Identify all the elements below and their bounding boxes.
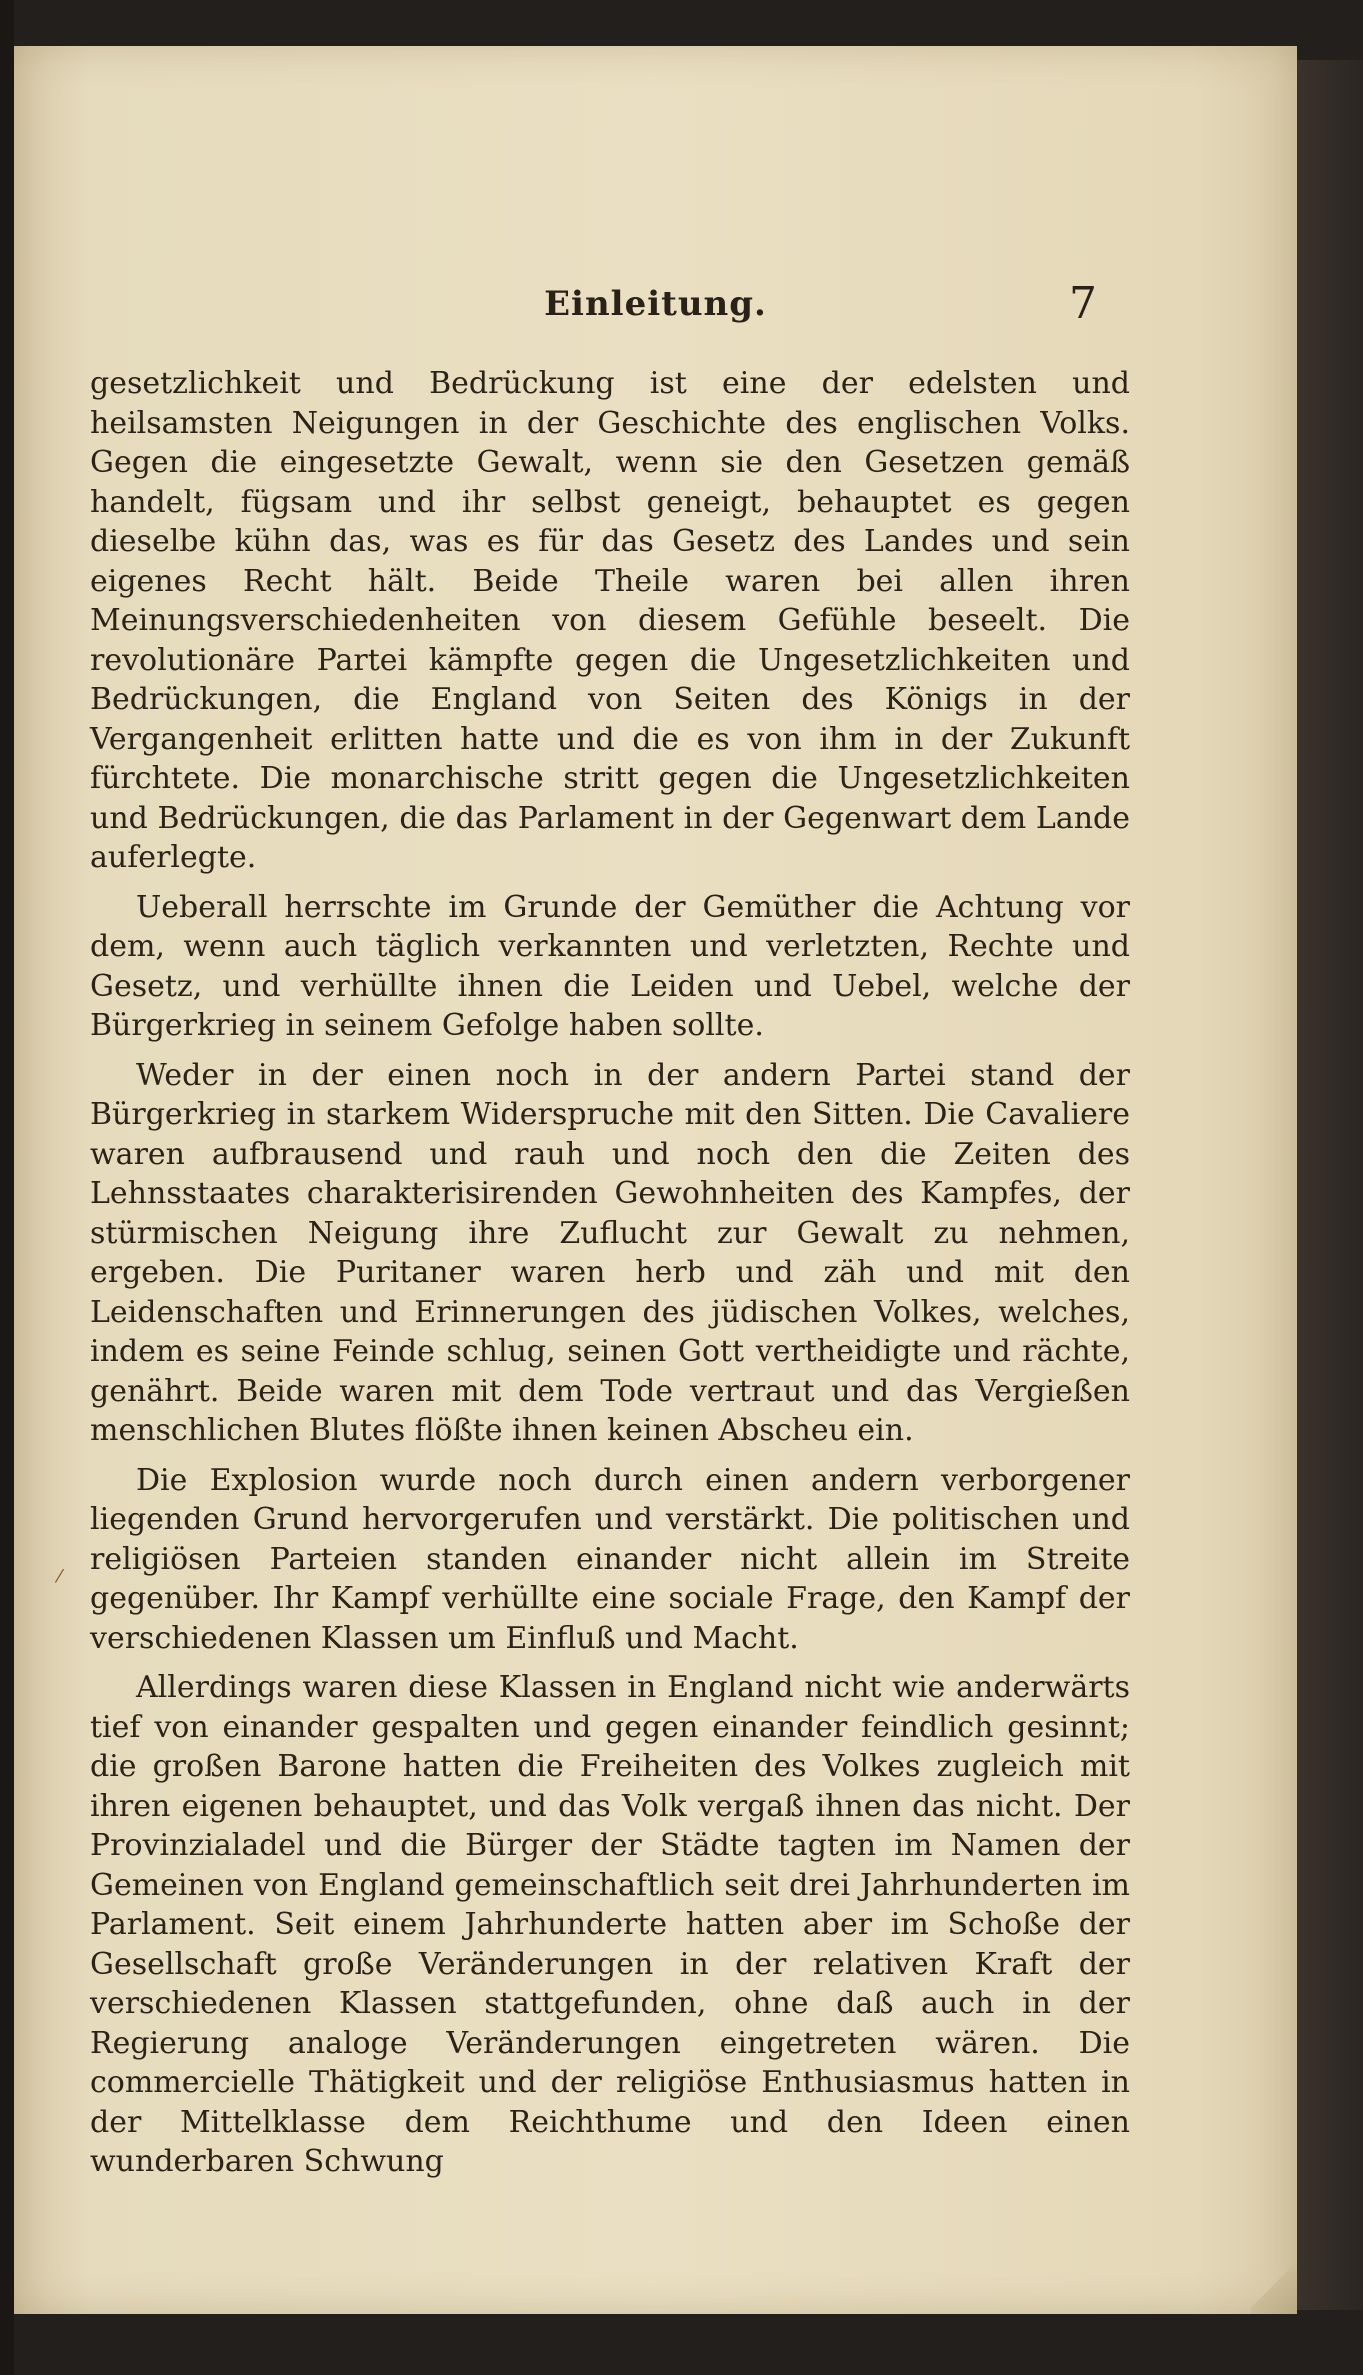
page-number: 7 [1069, 278, 1097, 329]
book-page [14, 46, 1297, 2314]
paragraph-5: Allerdings waren diese Klassen in England nicht wie anderwärts tief von einander gespalten und gegen einander feindlich gesinnt; die großen Barone hatten die Freiheiten des Volkes zugleich mit ihren eigenen behauptet, und das Volk vergaß ihnen das nicht. Der Provinzialadel und die Bürger der Städte tagten im Namen der Gemeinen von England gemeinschaftlich seit drei Jahrhunderten im Parlament. Seit einem Jahrhunderte hatten aber im Schoße der Gesellschaft große Veränderungen in der relativen Kraft der verschiedenen Klassen stattgefunden, ohne daß auch in der Regierung analoge Veränderungen eingetreten wären. Die commercielle Thätigkeit und der religiöse Enthusiasmus hatten in der Mittelklasse dem Reichthume und den Ideen einen wunderbaren Schwung [90, 1670, 1130, 2179]
margin-pencil-mark-icon: ⁄ [58, 1566, 62, 1587]
paragraph-2: Ueberall herrschte im Grunde der Gemüther die Achtung vor dem, wenn auch täglich verkannten und verletzten, Rechte und Gesetz, und verhüllte ihnen die Leiden und Uebel, welche der Bürgerkrieg in seinem Gefolge haben sollte. [90, 889, 1130, 1043]
running-head [14, 278, 1297, 328]
body-text [90, 364, 1130, 2192]
paragraph-1: gesetzlichkeit und Bedrückung ist eine der edelsten und heilsamsten Neigungen in der Geschichte des englischen Volks. Gegen die eingesetzte Gewalt, wenn sie den Gesetzen gemäß handelt, fügsam und ihr selbst geneigt, behauptet es gegen dieselbe kühn das, was es für das Gesetz des Landes und sein eigenes Recht hält. Beide Theile waren bei allen ihren Meinungsverschiedenheiten von diesem Gefühle beseelt. Die revolutionäre Partei kämpfte gegen die Ungesetzlichkeiten und Bedrückungen, die England von Seiten des Königs in der Vergangenheit erlitten hatte und die es von ihm in der Zukunft fürchtete. Die monarchische stritt gegen die Ungesetzlichkeiten und Bedrückungen, die das Parlament in der Gegenwart dem Lande auferlegte. [90, 366, 1130, 875]
scan-left-edge [0, 0, 14, 2375]
paragraph-4: Die Explosion wurde noch durch einen andern verborgener liegenden Grund hervorgerufen und verstärkt. Die politischen und religiösen Parteien standen einander nicht allein im Streite gegenüber. Ihr Kampf verhüllte eine sociale Frage, den Kampf der verschiedenen Klassen um Einfluß und Macht. [90, 1462, 1130, 1656]
paragraph-3: Weder in der einen noch in der andern Partei stand der Bürgerkrieg in starkem Widerspruche mit den Sitten. Die Cavaliere waren aufbrausend und rauh und noch den die Zeiten des Lehnsstaates charakterisirenden Gewohnheiten des Kampfes, der stürmischen Neigung ihre Zuflucht zur Gewalt zu nehmen, ergeben. Die Puritaner waren herb und zäh und mit den Leidenschaften und Erinnerungen des jüdischen Volkes, welches, indem es seine Feinde schlug, seinen Gott vertheidigte und rächte, genährt. Beide waren mit dem Tode vertraut und das Vergießen menschlichen Blutes flößte ihnen keinen Abscheu ein. [90, 1057, 1130, 1448]
page-corner-fold [1251, 2254, 1297, 2314]
book-edge-shadow [1297, 60, 1363, 2310]
running-title: Einleitung. [544, 284, 767, 324]
